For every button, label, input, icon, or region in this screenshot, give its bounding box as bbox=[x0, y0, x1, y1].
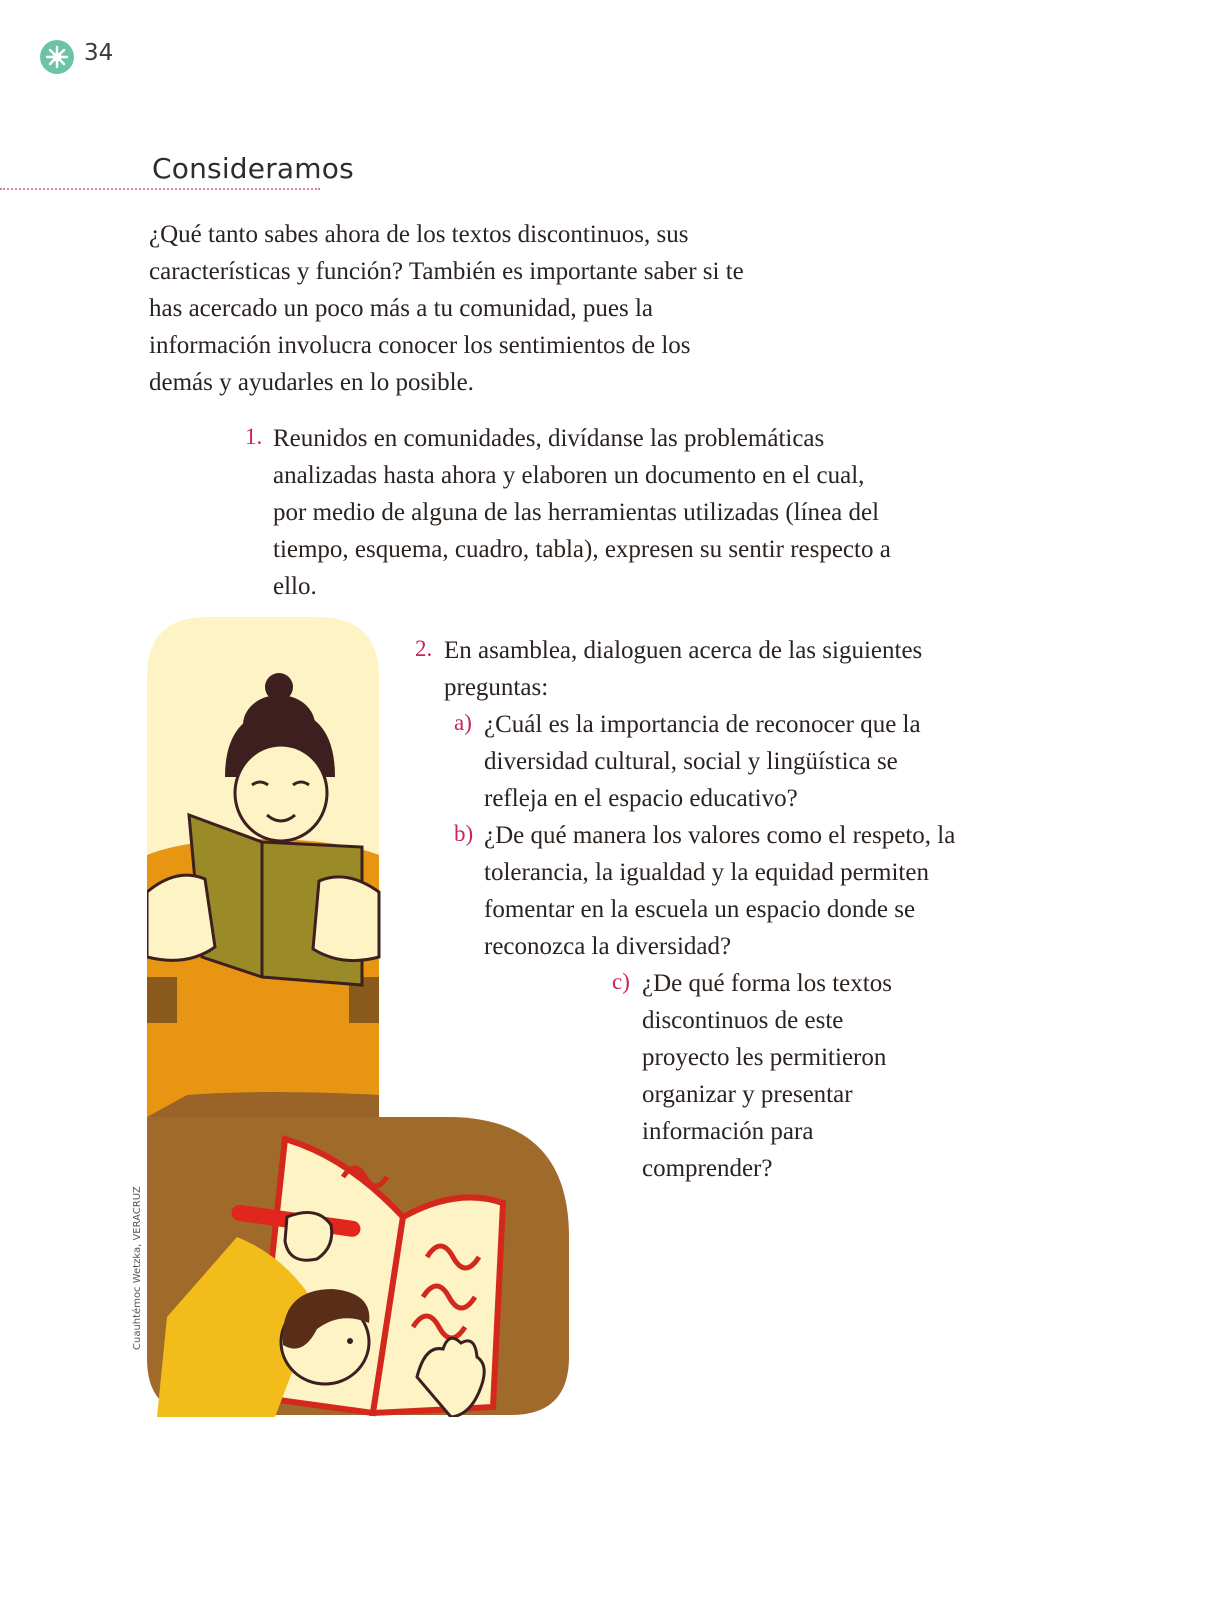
subitem-text: ¿De qué manera los valores como el respeto, la tolerancia, la igualdad y la equidad permiten fomentar en la escuela un espacio donde se reconozca la diversidad? bbox=[484, 822, 956, 960]
intro-paragraph: ¿Qué tanto sabes ahora de los textos discontinuos, sus características y función? También es importante saber si te has acercado un poco más a tu comunidad, pues la información involucra conocer los sentimientos de los demás y ayudarles en lo posible. bbox=[149, 221, 744, 396]
item-text: Reunidos en comunidades, divídanse las problemáticas analizadas hasta ahora y elaboren un documento en el cual, por medio de alguna de las herramientas utilizadas (línea del tiempo, esquema, cuadro, tabla), expresen su sentir respecto a ello. bbox=[273, 425, 891, 600]
item-number: 1. bbox=[245, 424, 263, 449]
page-badge-icon bbox=[40, 40, 74, 74]
section-title: Consideramos bbox=[152, 152, 354, 185]
item-text: En asamblea, dialoguen acerca de las siguientes preguntas: bbox=[444, 637, 923, 701]
illustration-credit: Cuauhtémoc Wetzka, VERACRUZ bbox=[132, 1186, 143, 1350]
subitem-text: ¿De qué forma los textos discontinuos de este proyecto les permitieron organizar y presentar información para comprender? bbox=[642, 970, 892, 1182]
subitem-text: ¿Cuál es la importancia de reconocer que la diversidad cultural, social y lingüística se refleja en el espacio educativo? bbox=[484, 711, 921, 812]
reading-writing-illustration bbox=[147, 617, 577, 1417]
subitem-label: a) bbox=[454, 710, 472, 735]
item-number: 2. bbox=[415, 636, 433, 661]
subitem-label: c) bbox=[612, 969, 630, 994]
page-number: 34 bbox=[84, 40, 114, 66]
subitem-label: b) bbox=[454, 821, 474, 846]
section-divider bbox=[0, 188, 320, 190]
